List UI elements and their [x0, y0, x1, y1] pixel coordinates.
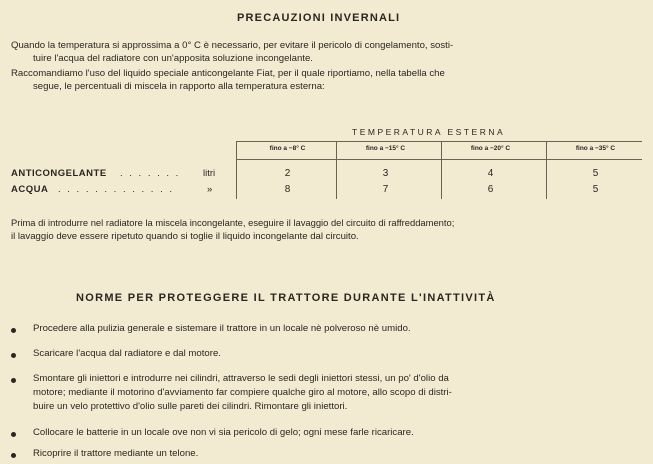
table-divider-2 — [336, 141, 337, 199]
table-divider-4 — [546, 141, 547, 199]
table-cell: 6 — [487, 184, 494, 195]
bullet-dot — [11, 353, 16, 358]
bullet-dot — [11, 378, 16, 383]
note-line-2: il lavaggio deve essere ripetuto quando si toglie il liquido incongelante dal circuito. — [11, 231, 359, 242]
table-cell: 8 — [284, 184, 291, 195]
intro-line-2: tuire l'acqua del radiatore con un'apposita soluzione incongelante. — [33, 53, 313, 64]
row-unit: litri — [203, 168, 216, 179]
title: PRECAUZIONI INVERNALI — [237, 12, 401, 24]
column-header-3: fino a −20° C — [470, 145, 511, 152]
table-divider-1 — [236, 141, 237, 199]
list-item: Procedere alla pulizia generale e sistemare il trattore in un locale nè polveroso nè umido. — [33, 323, 411, 334]
row-label-anticongelante: ANTICONGELANTE — [11, 168, 107, 179]
intro-line-4: segue, le percentuali di miscela in rapporto alla temperatura esterna: — [33, 81, 325, 92]
note-line-1: Prima di introdurre nel radiatore la miscela incongelante, eseguire il lavaggio del circuito di raffreddamento; — [11, 217, 455, 228]
row-leader-dots: . . . . . . . . . . . . . — [58, 184, 174, 195]
list-item-continuation: buire un velo protettivo d'olio sulle pareti dei cilindri. Rimontare gli iniettori. — [33, 401, 348, 412]
table-cell: 4 — [487, 168, 494, 179]
table-cell: 3 — [382, 168, 389, 179]
row-leader-dots: . . . . . . . — [120, 168, 181, 179]
list-item: Ricoprire il trattore mediante un telone. — [33, 448, 199, 459]
list-item: Scaricare l'acqua dal radiatore e dal motore. — [33, 348, 221, 359]
column-header-4: fino a −35° C — [575, 145, 616, 152]
table-header: TEMPERATURA ESTERNA — [352, 127, 506, 137]
column-header-2: fino a −15° C — [365, 145, 406, 152]
intro-line-3: Raccomandiamo l'uso del liquido speciale anticongelante Fiat, per il quale riportiamo, nella tabella che — [11, 68, 445, 79]
table-header-rule — [236, 159, 642, 160]
table-cell: 2 — [284, 168, 291, 179]
table-cell: 7 — [382, 184, 389, 195]
list-item: Smontare gli iniettori e introdurre nei cilindri, attraverso le sedi degli iniettori stessi, un po' d'olio da — [33, 373, 449, 384]
table-top-rule — [236, 141, 642, 142]
table-divider-3 — [441, 141, 442, 199]
row-unit: » — [207, 184, 213, 195]
table-cell: 5 — [592, 168, 599, 179]
bullet-dot — [11, 453, 16, 458]
section-title: NORME PER PROTEGGERE IL TRATTORE DURANTE L'INATTIVITÀ — [76, 292, 496, 304]
list-item-continuation: motore; mediante il motorino d'avviamento far compiere qualche giro al motore, allo scopo di distri- — [33, 387, 452, 398]
list-item: Collocare le batterie in un locale ove non vi sia pericolo di gelo; ogni mese farle ricaricare. — [33, 427, 414, 438]
bullet-dot — [11, 432, 16, 437]
column-header-1: fino a −8° C — [269, 145, 306, 152]
table-cell: 5 — [592, 184, 599, 195]
intro-line-1: Quando la temperatura si approssima a 0° C è necessario, per evitare il pericolo di congelamento, sosti- — [11, 40, 454, 51]
row-label-acqua: ACQUA — [11, 184, 49, 195]
bullet-dot — [11, 328, 16, 333]
